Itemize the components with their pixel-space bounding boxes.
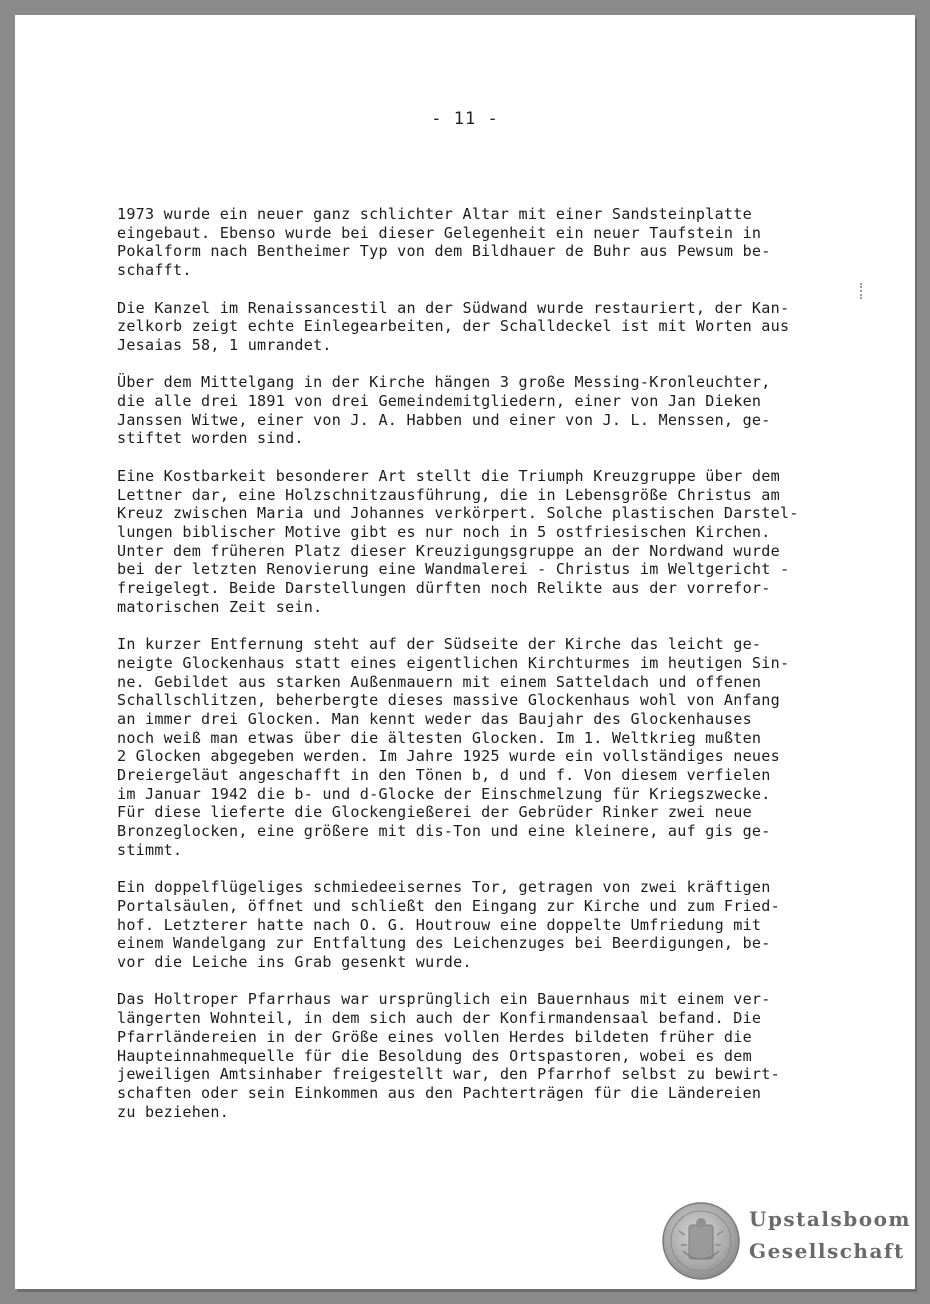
text-line: zu beziehen. xyxy=(117,1102,230,1121)
watermark-stamp xyxy=(661,1201,911,1283)
text-line: 1973 wurde ein neuer ganz schlichter Altar mit einer Sandsteinplatte xyxy=(117,205,752,223)
text-line: jeweiligen Amtsinhaber freigestellt war, den Pfarrhof selbst zu bewirt- xyxy=(117,1065,780,1084)
text-line: Eine Kostbarkeit besonderer Art stellt die Triumph Kreuzgruppe über dem xyxy=(117,466,780,485)
text-line: Die Kanzel im Renaissancestil an der Südwand wurde restauriert, der Kan- xyxy=(117,298,790,317)
text-line: Jesaias 58, 1 umrandet. xyxy=(117,335,332,354)
text-line: Janssen Witwe, einer von J. A. Habben und einer von J. L. Menssen, ge- xyxy=(117,410,771,429)
text-line: die alle drei 1891 von drei Gemeindemitgliedern, einer von Jan Dieken xyxy=(117,392,762,410)
text-line: Pokalform nach Bentheimer Typ von dem Bildhauer de Buhr aus Pewsum be- xyxy=(117,242,771,261)
text-line: freigelegt. Beide Darstellungen dürften noch Relikte aus der vorrefor- xyxy=(117,579,771,598)
stamp-line-2: Gesellschaft xyxy=(749,1239,905,1263)
seal-icon xyxy=(661,1201,741,1281)
text-line: hof. Letzterer hatte nach O. G. Houtrouw eine doppelte Umfriedung mit xyxy=(117,915,762,934)
text-line: schaften oder sein Einkommen aus den Pachterträgen für die Ländereien xyxy=(117,1083,762,1102)
text-line: Unter dem früheren Platz dieser Kreuzigungsgruppe an der Nordwand wurde xyxy=(117,541,780,560)
body-text xyxy=(117,205,807,1140)
text-line: In kurzer Entfernung steht auf der Südseite der Kirche das leicht ge- xyxy=(117,635,762,654)
text-line: ne. Gebildet aus starken Außenmauern mit einem Satteldach und offenen xyxy=(117,672,762,691)
text-line: einem Wandelgang zur Entfaltung des Leichenzuges bei Beerdigungen, be- xyxy=(117,934,771,953)
text-line: eingebaut. Ebenso wurde bei dieser Gelegenheit ein neuer Taufstein in xyxy=(117,223,762,242)
text-line: vor die Leiche ins Grab gesenkt wurde. xyxy=(117,953,472,972)
paragraph xyxy=(117,990,807,1121)
text-line: lungen biblischer Motive gibt es nur noch in 5 ostfriesischen Kirchen. xyxy=(117,522,771,541)
paragraph xyxy=(117,635,807,859)
text-line: Für diese lieferte die Glockengießerei der Gebrüder Rinker zwei neue xyxy=(117,803,752,822)
text-line: noch weiß man etwas über die ältesten Glocken. Im 1. Weltkrieg mußten xyxy=(117,728,762,747)
text-line: neigte Glockenhaus statt eines eigentlichen Kirchturmes im heutigen Sin- xyxy=(117,653,790,672)
paragraph xyxy=(117,373,807,448)
paragraph xyxy=(117,878,807,972)
text-line: an immer drei Glocken. Man kennt weder das Baujahr des Glockenhauses xyxy=(117,709,752,728)
text-line: im Januar 1942 die b- und d-Glocke der Einschmelzung für Kriegszwecke. xyxy=(117,784,771,803)
document-page xyxy=(15,15,915,1289)
text-line: Schallschlitzen, beherbergte dieses massive Glockenhaus wohl von Anfang xyxy=(117,691,780,710)
text-line: stiftet worden sind. xyxy=(117,429,304,448)
text-line: Dreiergeläut angeschafft in den Tönen b, d und f. Von diesem verfielen xyxy=(117,766,771,785)
text-line: Über dem Mittelgang in der Kirche hängen 3 große Messing-Kronleuchter, xyxy=(117,373,771,392)
text-line: Bronzeglocken, eine größere mit dis-Ton und eine kleinere, auf gis ge- xyxy=(117,822,771,841)
paragraph xyxy=(117,205,807,280)
margin-mark xyxy=(860,283,864,299)
page-number: - 11 - xyxy=(431,109,499,129)
text-line: stimmt. xyxy=(117,840,183,859)
paragraph xyxy=(117,467,807,617)
text-line: Haupteinnahmequelle für die Besoldung des Ortspastoren, wobei es dem xyxy=(117,1046,752,1065)
text-line: Das Holtroper Pfarrhaus war ursprünglich ein Bauernhaus mit einem ver- xyxy=(117,990,771,1009)
text-line: bei der letzten Renovierung eine Wandmalerei - Christus im Weltgericht - xyxy=(117,560,790,579)
text-line: Portalsäulen, öffnet und schließt den Eingang zur Kirche und zum Fried- xyxy=(117,896,780,915)
text-line: Kreuz zwischen Maria und Johannes verkörpert. Solche plastischen Darstel- xyxy=(117,504,799,523)
text-line: längerten Wohnteil, in dem sich auch der Konfirmandensaal befand. Die xyxy=(117,1009,762,1028)
paragraph xyxy=(117,299,807,355)
stamp-line-1: Upstalsboom xyxy=(749,1207,912,1231)
text-line: schafft. xyxy=(117,261,192,280)
text-line: matorischen Zeit sein. xyxy=(117,597,323,616)
text-line: Ein doppelflügeliges schmiedeeisernes Tor, getragen von zwei kräftigen xyxy=(117,878,771,897)
text-line: 2 Glocken abgegeben werden. Im Jahre 1925 wurde ein vollständiges neues xyxy=(117,747,780,766)
text-line: Lettner dar, eine Holzschnitzausführung, die in Lebensgröße Christus am xyxy=(117,485,780,504)
text-line: Pfarrländereien in der Größe eines vollen Herdes bildeten früher die xyxy=(117,1027,752,1046)
text-line: zelkorb zeigt echte Einlegearbeiten, der Schalldeckel ist mit Worten aus xyxy=(117,317,790,336)
